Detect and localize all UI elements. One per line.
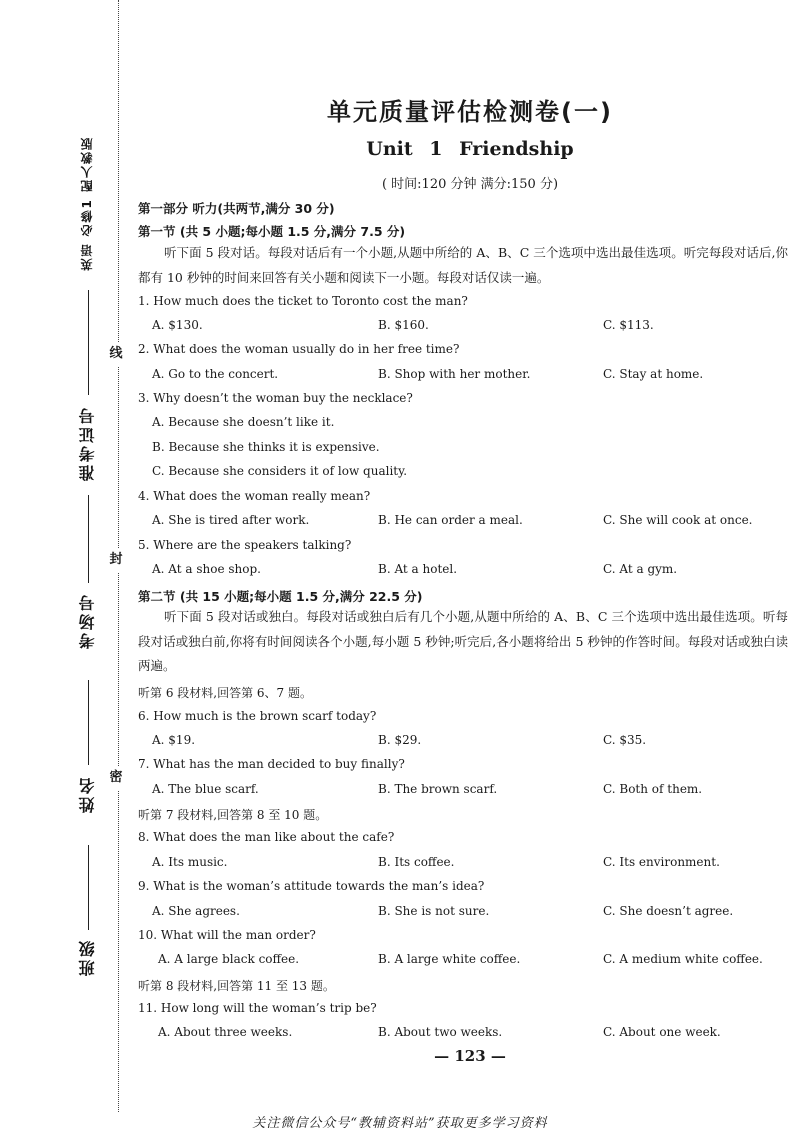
question-11: 11. How long will the woman’s trip be?: [138, 1001, 377, 1015]
q4-option-a: A. She is tired after work.: [152, 513, 310, 527]
seal-mark-seal: 封: [104, 548, 128, 572]
q5-option-a: A. At a shoe shop.: [152, 562, 261, 576]
section1-heading: 第一节 (共 5 小题;每小题 1.5 分,满分 7.5 分): [138, 224, 406, 239]
seal-mark-line: 线: [104, 342, 128, 366]
question-2: 2. What does the woman usually do in her free time?: [138, 342, 460, 356]
question-3: 3. Why doesn’t the woman buy the necklace?: [138, 391, 413, 405]
q2-option-b: B. Shop with her mother.: [378, 367, 531, 381]
question-6: 6. How much is the brown scarf today?: [138, 709, 377, 723]
q1-option-c: C. $113.: [603, 318, 654, 332]
q11-option-b: B. About two weeks.: [378, 1025, 503, 1039]
field-label-class: 班级: [78, 938, 97, 976]
q3-option-a: A. Because she doesn’t like it.: [152, 415, 335, 429]
material-note-7: 听第 7 段材料,回答第 8 至 10 题。: [138, 808, 328, 822]
q4-option-b: B. He can order a meal.: [378, 513, 523, 527]
exam-meta: ( 时间:120 分钟 满分:150 分): [381, 177, 559, 192]
q11-option-c: C. About one week.: [603, 1025, 721, 1039]
section2-heading: 第二节 (共 15 小题;每小题 1.5 分,满分 22.5 分): [138, 589, 423, 604]
question-1: 1. How much does the ticket to Toronto cost the man?: [138, 294, 468, 308]
q10-option-b: B. A large white coffee.: [378, 952, 521, 966]
q6-option-c: C. $35.: [603, 733, 647, 747]
question-8: 8. What does the man like about the cafe?: [138, 830, 395, 844]
unit-title: Unit 1 Friendship: [366, 138, 574, 160]
q5-option-b: B. At a hotel.: [378, 562, 458, 576]
section2-instructions: 听下面 5 段对话或独白。每段对话或独白后有几个小题,从题中所给的 A、B、C 三个选项中选出最佳选项。听每段对话或独白前,你将有时间阅读各个小题,每小题 5 秒钟;听完后,各小题将给出 5 秒钟的作答时间。每段对话或独白读两遍。: [138, 609, 788, 673]
q8-option-c: C. Its environment.: [603, 855, 720, 869]
q7-option-b: B. The brown scarf.: [378, 782, 498, 796]
question-5: 5. Where are the speakers talking?: [138, 538, 352, 552]
q7-option-c: C. Both of them.: [603, 782, 703, 796]
field-line-name: [88, 680, 89, 765]
q11-option-a: A. About three weeks.: [158, 1025, 293, 1039]
q4-option-c: C. She will cook at once.: [603, 513, 753, 527]
q8-option-b: B. Its coffee.: [378, 855, 455, 869]
q8-option-a: A. Its music.: [152, 855, 228, 869]
q6-option-a: A. $19.: [152, 733, 196, 747]
field-label-exam-number: 准考证号: [78, 405, 97, 481]
seal-mark-secret: 密: [104, 766, 128, 790]
q2-option-c: C. Stay at home.: [603, 367, 704, 381]
q3-option-b: B. Because she thinks it is expensive.: [152, 440, 380, 454]
q7-option-a: A. The blue scarf.: [152, 782, 259, 796]
field-line-class: [88, 845, 89, 930]
question-7: 7. What has the man decided to buy finally?: [138, 757, 405, 771]
q3-option-c: C. Because she considers it of low quality.: [152, 464, 408, 478]
section1-instructions: 听下面 5 段对话。每段对话后有一个小题,从题中所给的 A、B、C 三个选项中选出最佳选项。听完每段对话后,你都有 10 秒钟的时间来回答有关小题和阅读下一小题。每段对话仅读一遍。: [138, 245, 788, 285]
q1-option-a: A. $130.: [152, 318, 203, 332]
material-note-8: 听第 8 段材料,回答第 11 至 13 题。: [138, 979, 335, 993]
q9-option-b: B. She is not sure.: [378, 904, 490, 918]
q2-option-a: A. Go to the concert.: [152, 367, 279, 381]
field-line-room-number: [88, 495, 89, 583]
course-label: 英语 必修1 配人教版: [80, 136, 94, 271]
q9-option-c: C. She doesn’t agree.: [603, 904, 734, 918]
page-number: — 123 —: [434, 1047, 506, 1065]
q6-option-b: B. $29.: [378, 733, 422, 747]
field-line-exam-number: [88, 290, 89, 395]
material-note-6: 听第 6 段材料,回答第 6、7 题。: [138, 686, 312, 700]
q1-option-b: B. $160.: [378, 318, 429, 332]
footer-promo: 关注微信公众号“教辅资料站”获取更多学习资料: [252, 1116, 548, 1131]
page-title: 单元质量评估检测卷(一): [327, 98, 613, 126]
q5-option-c: C. At a gym.: [603, 562, 678, 576]
question-4: 4. What does the woman really mean?: [138, 489, 371, 503]
q10-option-c: C. A medium white coffee.: [603, 952, 763, 966]
q9-option-a: A. She agrees.: [152, 904, 240, 918]
question-9: 9. What is the woman’s attitude towards the man’s idea?: [138, 879, 485, 893]
question-10: 10. What will the man order?: [138, 928, 316, 942]
field-label-room-number: 考场号: [78, 592, 97, 649]
part1-heading: 第一部分 听力(共两节,满分 30 分): [138, 201, 335, 216]
field-label-name: 姓名: [78, 775, 97, 813]
q10-option-a: A. A large black coffee.: [158, 952, 300, 966]
